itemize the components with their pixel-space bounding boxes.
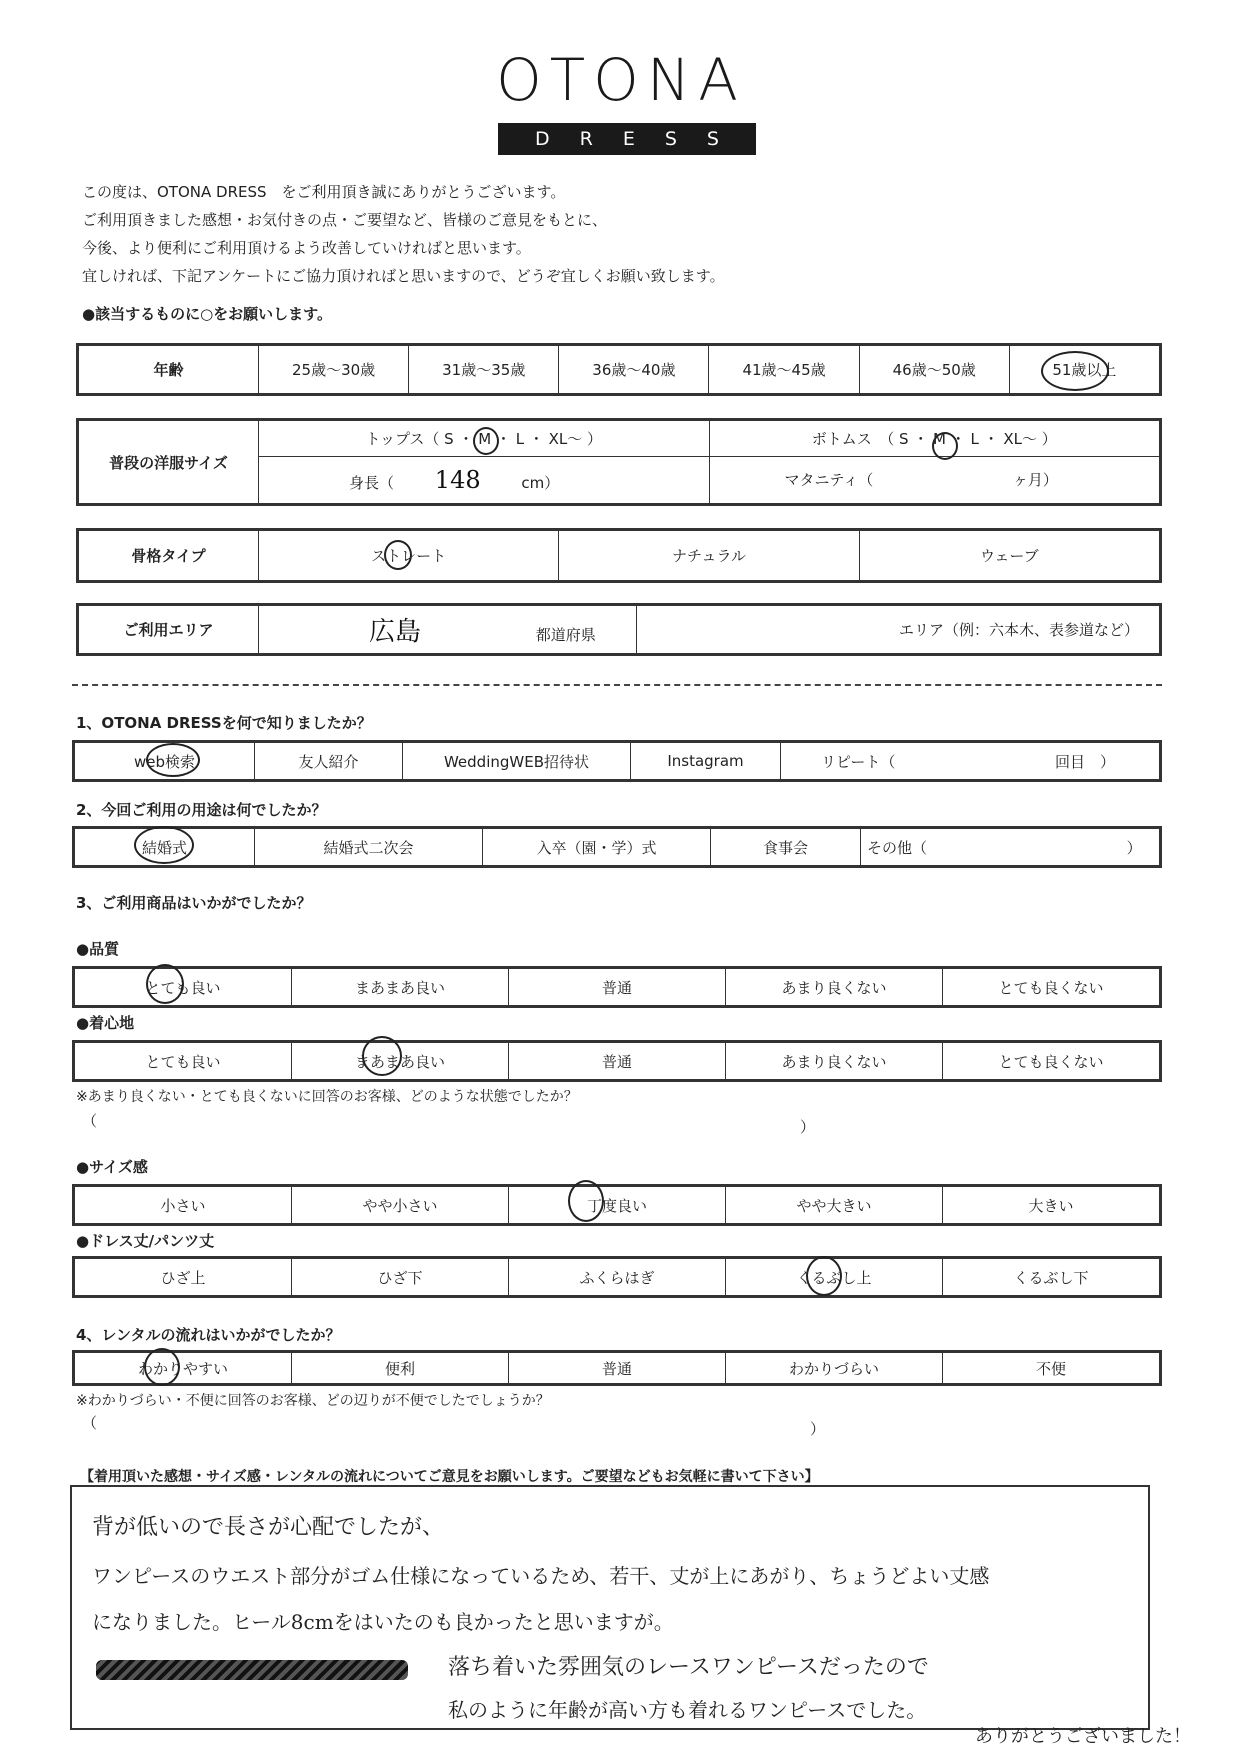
- q4-option-selected[interactable]: わかりやすい: [75, 1353, 292, 1384]
- frame-row: [76, 528, 1162, 583]
- selection-circle: [144, 1348, 180, 1386]
- q4-option[interactable]: 不便: [943, 1353, 1160, 1384]
- q4-paren-open: （: [82, 1414, 98, 1432]
- fit-option[interactable]: 小さい: [75, 1187, 292, 1224]
- other-close: ）: [1126, 838, 1142, 857]
- length-option[interactable]: くるぶし下: [943, 1259, 1160, 1296]
- length-option[interactable]: ふくらはぎ: [509, 1259, 726, 1296]
- fit-label: ●サイズ感: [76, 1158, 148, 1176]
- length-options: [72, 1256, 1162, 1298]
- q2-option[interactable]: 入卒（園・学）式: [483, 829, 711, 866]
- q2-options: [72, 826, 1162, 868]
- comfort-option[interactable]: あまり良くない: [726, 1043, 943, 1080]
- quality-option-selected[interactable]: とても良い: [75, 969, 292, 1006]
- comfort-paren-open: （: [82, 1112, 98, 1130]
- fit-option[interactable]: やや大きい: [726, 1187, 943, 1224]
- q4-options: [72, 1350, 1162, 1386]
- q4-option[interactable]: 普通: [509, 1353, 726, 1384]
- area-field[interactable]: エリア（例：六本木、表参道など）: [637, 606, 1160, 654]
- q4-option[interactable]: わかりづらい: [726, 1353, 943, 1384]
- selection-circle: [362, 1036, 402, 1076]
- maternity-label: マタニティ（: [784, 471, 874, 490]
- tops-size[interactable]: トップス（ S ・ M ・ L ・ XL～ ）: [259, 421, 710, 457]
- height-label: 身長（: [349, 473, 395, 492]
- quality-option[interactable]: まあまあ良い: [292, 969, 509, 1006]
- age-option[interactable]: 41歳～45歳: [709, 346, 859, 394]
- q2-option[interactable]: 結婚式二次会: [255, 829, 483, 866]
- age-option[interactable]: 36歳～40歳: [559, 346, 709, 394]
- bottoms-size[interactable]: ボトムス （ S ・ M ・ L ・ XL～ ）: [709, 421, 1160, 457]
- age-label: 年齢: [79, 346, 259, 394]
- comment-line: 落ち着いた雰囲気のレースワンピースだったので: [448, 1655, 929, 1680]
- length-option[interactable]: ひざ上: [75, 1259, 292, 1296]
- q1-title: 1、OTONA DRESSを何で知りましたか？: [76, 714, 372, 732]
- q1-option[interactable]: 友人紹介: [255, 743, 403, 780]
- age-row: [76, 343, 1162, 396]
- length-label: ●ドレス丈/パンツ丈: [76, 1232, 215, 1250]
- height-value: 148: [434, 465, 481, 494]
- q3-title: 3、ご利用商品はいかがでしたか？: [76, 894, 312, 912]
- quality-option[interactable]: とても良くない: [943, 969, 1160, 1006]
- fit-option[interactable]: 大きい: [943, 1187, 1160, 1224]
- comfort-options: [72, 1040, 1162, 1082]
- q2-option-other[interactable]: [861, 829, 1160, 866]
- size-label: 普段の洋服サイズ: [79, 421, 259, 504]
- frame-label: 骨格タイプ: [79, 531, 259, 581]
- q4-paren-close: ）: [810, 1420, 826, 1438]
- prefecture-field[interactable]: [259, 606, 637, 654]
- frame-option-selected[interactable]: ストレート: [259, 531, 559, 581]
- length-option[interactable]: ひざ下: [292, 1259, 509, 1296]
- section-divider: [72, 684, 1162, 686]
- comfort-note: ※あまり良くない・とても良くないに回答のお客様、どのような状態でしたか？: [76, 1089, 578, 1105]
- comment-line: ありがとうございました！: [975, 1726, 1191, 1747]
- comfort-option[interactable]: 普通: [509, 1043, 726, 1080]
- q1-option[interactable]: WeddingWEB招待状: [403, 743, 631, 780]
- quality-label: ●品質: [76, 940, 120, 958]
- comfort-paren-close: ）: [800, 1118, 816, 1136]
- logo-title: OTONA: [496, 46, 746, 114]
- length-option-selected[interactable]: くるぶし上: [726, 1259, 943, 1296]
- profile-heading: ●該当するものに○をお願いします。: [82, 305, 332, 323]
- comment-line: 私のように年齢が高い方も着れるワンピースでした。: [448, 1698, 927, 1722]
- comfort-option[interactable]: とても良くない: [943, 1043, 1160, 1080]
- comment-line: になりました。ヒール8cmをはいたのも良かったと思いますが。: [92, 1610, 674, 1634]
- prefecture-label: 都道府県: [535, 626, 596, 644]
- q1-option[interactable]: Instagram: [631, 743, 781, 780]
- intro-line: 今後、より便利にご利用頂けるよう改善していければと思います。: [82, 239, 531, 257]
- intro-line: 宜しければ、下記アンケートにご協力頂ければと思いますので、どうぞ宜しくお願い致します。: [82, 267, 725, 285]
- quality-option[interactable]: 普通: [509, 969, 726, 1006]
- intro-text: [82, 178, 725, 290]
- q1-option-selected[interactable]: web検索: [75, 743, 255, 780]
- area-row: [76, 603, 1162, 656]
- logo-subtitle: DRESS: [498, 123, 756, 155]
- fit-option-selected[interactable]: 丁度良い: [509, 1187, 726, 1224]
- height-unit: cm）: [521, 473, 560, 492]
- selection-circle: [384, 540, 412, 570]
- comfort-option-selected[interactable]: まあまあ良い: [292, 1043, 509, 1080]
- selection-circle: [146, 964, 184, 1004]
- selection-circle: [134, 826, 194, 864]
- redacted-text: [96, 1660, 408, 1680]
- size-row: [76, 418, 1162, 506]
- q2-option[interactable]: 食事会: [711, 829, 861, 866]
- q4-title: 4、レンタルの流れはいかがでしたか？: [76, 1326, 341, 1344]
- comment-line: ワンピースのウエスト部分がゴム仕様になっているため、若干、丈が上にあがり、ちょうどよい丈感: [92, 1564, 990, 1588]
- q4-option[interactable]: 便利: [292, 1353, 509, 1384]
- maternity-unit: ヶ月）: [1012, 471, 1058, 490]
- quality-option[interactable]: あまり良くない: [726, 969, 943, 1006]
- quality-options: [72, 966, 1162, 1008]
- frame-option[interactable]: ナチュラル: [559, 531, 859, 581]
- maternity-field[interactable]: [709, 456, 1160, 503]
- selection-circle: [568, 1180, 604, 1222]
- fit-options: [72, 1184, 1162, 1226]
- age-option[interactable]: 31歳～35歳: [409, 346, 559, 394]
- intro-line: ご利用頂きました感想・お気付きの点・ご要望など、皆様のご意見をもとに、: [82, 211, 608, 229]
- q1-options: [72, 740, 1162, 782]
- repeat-label: リピート（: [821, 752, 896, 771]
- selection-circle: [146, 743, 200, 777]
- age-option[interactable]: 25歳～30歳: [259, 346, 409, 394]
- q1-option-repeat[interactable]: [781, 743, 1160, 780]
- selection-circle: [932, 432, 958, 460]
- q2-title: 2、今回ご利用の用途は何でしたか？: [76, 801, 327, 819]
- fit-option[interactable]: やや小さい: [292, 1187, 509, 1224]
- repeat-count: 回目 ）: [1054, 752, 1115, 771]
- comment-line: 背が低いので長さが心配でしたが、: [92, 1515, 445, 1540]
- other-label: その他（: [867, 838, 928, 857]
- selection-circle: [1041, 351, 1109, 391]
- age-option[interactable]: 46歳～50歳: [859, 346, 1009, 394]
- prefecture-value: 広島: [369, 617, 422, 647]
- comfort-label: ●着心地: [76, 1014, 135, 1032]
- height-field[interactable]: [259, 456, 710, 503]
- comments-heading: 【着用頂いた感想・サイズ感・レンタルの流れについてご意見をお願いします。ご要望などもお気軽に書いて下さい】: [80, 1469, 819, 1485]
- q2-option-selected[interactable]: 結婚式: [75, 829, 255, 866]
- area-label: ご利用エリア: [79, 606, 259, 654]
- comfort-option[interactable]: とても良い: [75, 1043, 292, 1080]
- selection-circle: [473, 427, 499, 455]
- q4-note: ※わかりづらい・不便に回答のお客様、どの辺りが不便でしたでしょうか？: [76, 1393, 550, 1409]
- age-option-selected[interactable]: 51歳以上: [1009, 346, 1159, 394]
- selection-circle: [806, 1256, 842, 1296]
- frame-option[interactable]: ウェーブ: [859, 531, 1159, 581]
- intro-line: この度は、OTONA DRESS をご利用頂き誠にありがとうございます。: [82, 183, 566, 201]
